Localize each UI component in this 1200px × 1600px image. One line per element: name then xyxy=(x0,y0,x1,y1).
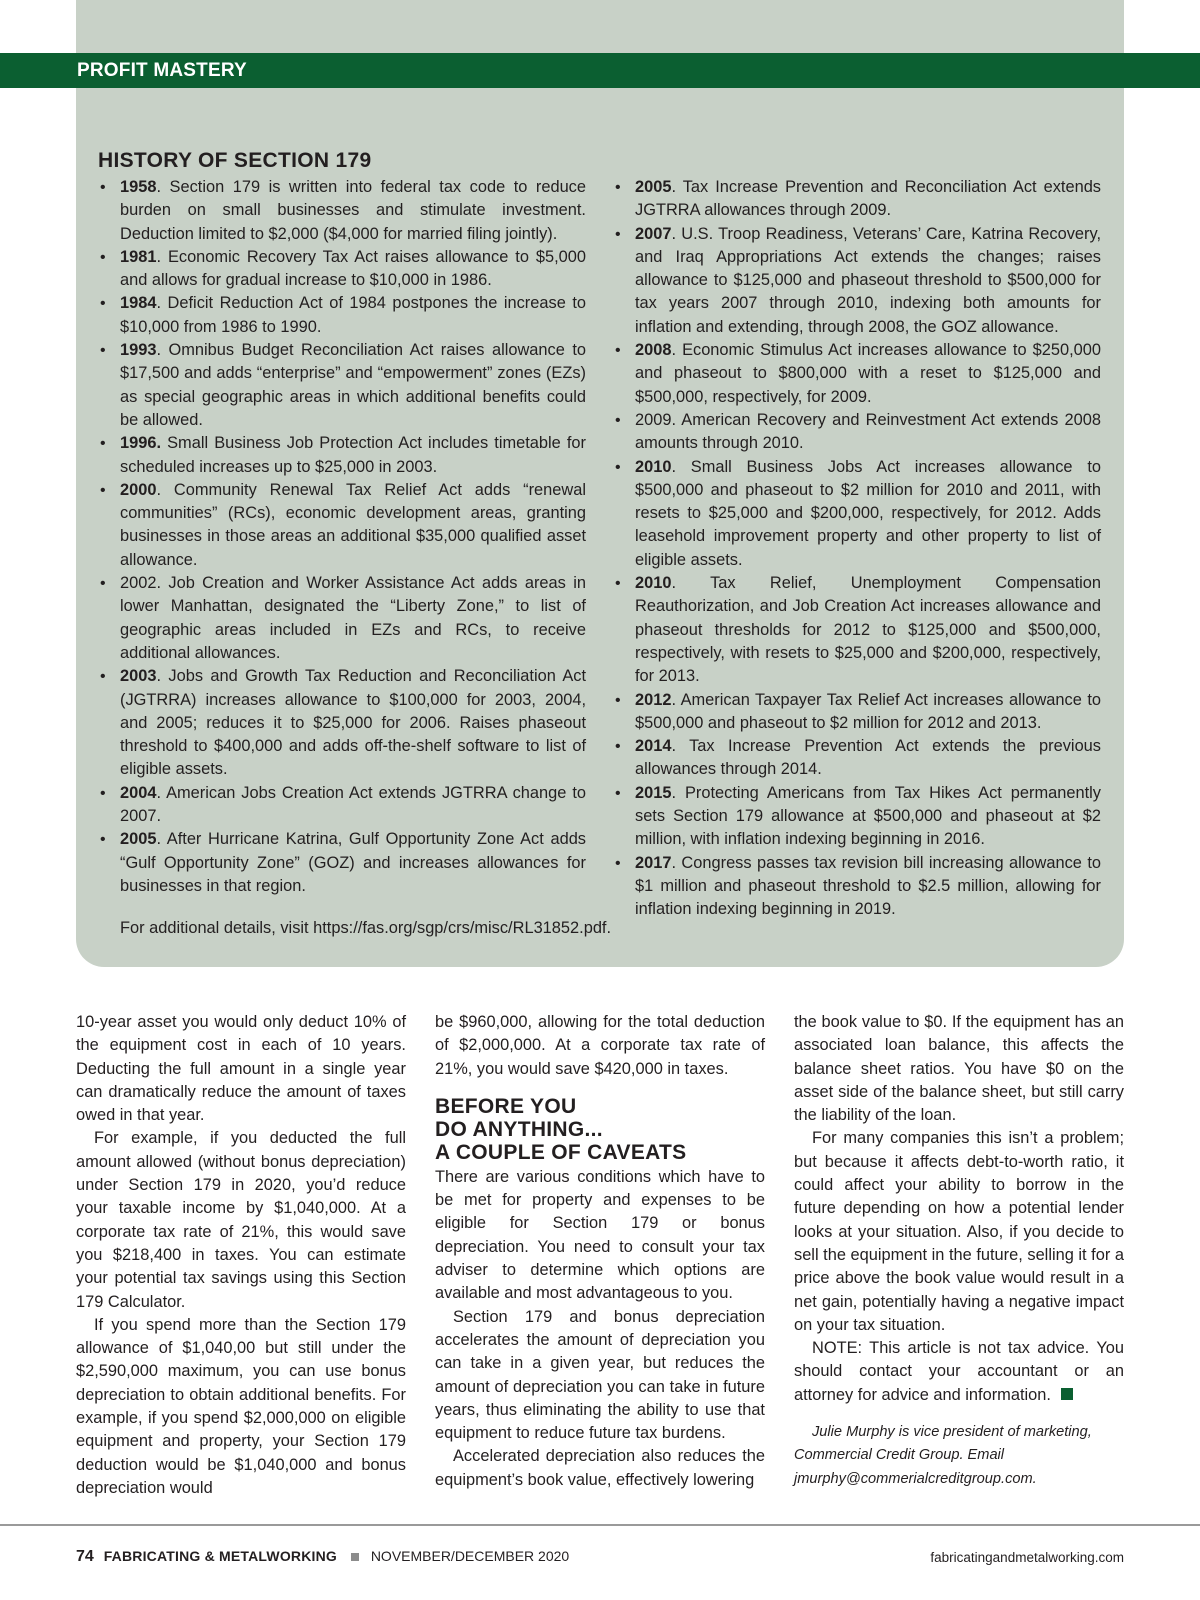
timeline-year: 2015 xyxy=(635,783,672,802)
article-paragraph: Accelerated depreciation also reduces the equipment’s book value, effectively lowering xyxy=(435,1447,765,1489)
timeline-item xyxy=(98,828,586,898)
timeline-item xyxy=(98,339,586,432)
footer-divider xyxy=(0,1524,1200,1526)
timeline-item xyxy=(98,292,586,339)
timeline-item xyxy=(613,223,1101,339)
timeline-year: 1996. xyxy=(120,434,162,453)
article-paragraph: 10-year asset you would only deduct 10% of the equipment cost in each of 10 years. Deducting the full amount in a single year can dramatically reduce the amount of taxes owed in that year. xyxy=(76,1013,406,1125)
timeline-year: 1981 xyxy=(120,247,157,266)
timeline-text: . Tax Increase Prevention and Reconciliation Act extends JGTRRA allowances through 2009. xyxy=(635,178,1101,220)
timeline-item xyxy=(613,339,1101,409)
sidebar-title: HISTORY OF SECTION 179 xyxy=(98,149,372,172)
timeline-text: . Economic Stimulus Act increases allowance to $250,000 and phaseout to $800,000 with a reset to $125,000 and $500,000, respectively, for 2009. xyxy=(635,341,1101,406)
timeline-year: 2008 xyxy=(635,341,672,360)
timeline-item xyxy=(613,689,1101,736)
article-paragraph: Section 179 and bonus depreciation accelerates the amount of depreciation you can take in a given year, but reduces the amount of depreciation you can take in future years, thus eliminating the ability to use that equipment to reduce future tax burdens. xyxy=(435,1307,765,1443)
timeline-text: . Small Business Jobs Act increases allowance to $500,000 and phaseout to $2 million for 2010 and 2011, with resets to $25,000 and $200,000, respectively, for 2012. Adds leasehold improvement property and other property to list of eligible assets. xyxy=(635,457,1101,569)
timeline-text: Small Business Job Protection Act includes timetable for scheduled increases up to $25,000 in 2003. xyxy=(120,434,586,476)
timeline-text: . Tax Increase Prevention Act extends the previous allowances through 2014. xyxy=(635,737,1101,779)
website-url: fabricatingandmetalworking.com xyxy=(930,1550,1124,1565)
timeline-item xyxy=(613,409,1101,456)
timeline-item xyxy=(98,479,586,572)
article-subheading xyxy=(435,1095,765,1164)
timeline-text: . Protecting Americans from Tax Hikes Act permanently sets Section 179 allowance at $500,000 and phaseout at $2 million, with inflation indexing beginning in 2016. xyxy=(635,783,1101,849)
section-header-bar xyxy=(0,53,1200,88)
article-paragraph-text: NOTE: This article is not tax advice. You should contact your accountant or an attorney for advice and information. xyxy=(794,1339,1124,1404)
timeline-text: . Jobs and Growth Tax Reduction and Reconciliation Act (JGTRRA) increases allowance to $100,000 for 2003, 2004, and 2005; reduces it to $25,000 for 2006. Raises phaseout threshold to $400,000 and adds off-the-shelf software to list of eligible assets. xyxy=(120,667,586,779)
timeline-year: 1958 xyxy=(120,178,157,196)
timeline-year: 2004 xyxy=(120,783,157,802)
article-paragraph: There are various conditions which have to be met for property and expenses to be eligible for Section 179 or bonus depreciation. You need to consult your tax adviser to determine which options are available and most advantageous to you. xyxy=(435,1167,765,1303)
timeline-year: 2005 xyxy=(120,830,157,849)
article-column-1 xyxy=(76,1011,406,1500)
timeline-year: 2010 xyxy=(635,457,672,476)
article-paragraph-final xyxy=(794,1337,1124,1407)
timeline-item xyxy=(613,176,1101,223)
article-paragraph: be $960,000, allowing for the total deduction of $2,000,000. At a corporate tax rate of 21%, you would save $420,000 in taxes. xyxy=(435,1013,765,1078)
timeline-text: . Section 179 is written into federal tax code to reduce burden on small businesses and stimulate investment. Deduction limited to $2,000 ($4,000 for married filing jointly). xyxy=(120,178,586,243)
timeline-item xyxy=(98,432,586,479)
timeline-year: 2007 xyxy=(635,224,672,243)
timeline-text: . Tax Relief, Unemployment Compensation Reauthorization, and Job Creation Act increases allowance and phaseout thresholds for 2012 to $125,000 and $500,000, respectively, with resets to $25,000 and $200,000, respectively, for 2013. xyxy=(635,574,1101,686)
page-number: 74 xyxy=(76,1548,94,1565)
section-label: PROFIT MASTERY xyxy=(77,60,247,81)
timeline-year: 2010 xyxy=(635,574,672,593)
timeline-item xyxy=(613,782,1101,852)
author-bio: Julie Murphy is vice president of marketing, Commercial Credit Group. Email jmurphy@commerialcreditgroup.com. xyxy=(794,1424,1092,1487)
timeline-item xyxy=(613,456,1101,572)
article-paragraph: For example, if you deducted the full amount allowed (without bonus depreciation) under Section 179 in 2020, you’d reduce your taxable income by $1,040,000. At a corporate tax rate of 21%, this would save you $218,400 in taxes. You can estimate your potential tax savings using this Section 179 Calculator. xyxy=(76,1129,406,1311)
publication-name: FABRICATING & METALWORKING xyxy=(103,1548,338,1564)
article-paragraph: If you spend more than the Section 179 allowance of $1,040,00 but still under the $2,590,000 maximum, you can use bonus depreciation to obtain additional benefits. For example, if you spend $2,000,000 on eligible equipment and property, your Section 179 deduction would be $1,040,000 and bonus depreciation would xyxy=(76,1315,406,1497)
timeline-text: 2009. American Recovery and Reinvestment Act extends 2008 amounts through 2010. xyxy=(635,410,1101,453)
timeline-year: 2000 xyxy=(120,480,157,499)
article-column-3 xyxy=(794,1011,1124,1491)
article-paragraph: For many companies this isn’t a problem; but because it affects debt-to-worth ratio, it could affect your ability to borrow in the future depending on how a potential lender looks at your situation. Also, if you decide to sell the equipment in the future, selling it for a price above the book value would result in a net gain, potentially having a negative impact on your tax situation. xyxy=(794,1129,1124,1334)
timeline-text: . Community Renewal Tax Relief Act adds “renewal communities” (RCs), economic development areas, granting businesses in those areas an additional $35,000 qualified asset allowance. xyxy=(120,480,586,569)
timeline-item xyxy=(98,572,586,665)
timeline-year: 2012 xyxy=(635,690,672,709)
timeline-year: 2003 xyxy=(120,667,157,686)
timeline-item xyxy=(613,735,1101,782)
end-of-article-square-icon xyxy=(1061,1388,1073,1400)
details-link-text: For additional details, visit https://fas.org/sgp/crs/misc/RL31852.pdf. xyxy=(120,919,612,937)
timeline-text: . After Hurricane Katrina, Gulf Opportunity Zone Act adds “Gulf Opportunity Zone” (GOZ) and increases allowances for businesses in that region. xyxy=(120,830,586,895)
timeline-text: 2002. Job Creation and Worker Assistance Act adds areas in lower Manhattan, designated the “Liberty Zone,” to list of geographic areas included in EZs and RCs, to receive additional allowances. xyxy=(120,574,586,662)
timeline-year: 2005 xyxy=(635,178,672,196)
timeline-item xyxy=(613,852,1101,922)
timeline-text: . Economic Recovery Tax Act raises allowance to $5,000 and allows for gradual increase to $10,000 in 1986. xyxy=(120,247,586,290)
timeline-text: . American Taxpayer Tax Relief Act increases allowance to $500,000 and phaseout to $2 million for 2012 and 2013. xyxy=(635,690,1101,732)
timeline-item xyxy=(98,782,586,829)
timeline-year: 1993 xyxy=(120,341,157,360)
issue-date: NOVEMBER/DECEMBER 2020 xyxy=(370,1548,570,1564)
timeline-item xyxy=(98,246,586,293)
subheading-line: DO ANYTHING... xyxy=(435,1117,603,1141)
article-column-2 xyxy=(435,1011,765,1492)
timeline-item xyxy=(98,665,586,781)
timeline-item xyxy=(98,176,586,246)
timeline-left-column xyxy=(98,176,586,898)
timeline-right-column xyxy=(613,176,1101,922)
timeline-text: . Omnibus Budget Reconciliation Act raises allowance to $17,500 and adds “enterprise” and “empowerment” zones (EZs) as special geographic areas in which additional benefits could be allowed. xyxy=(120,341,586,429)
subheading-line: BEFORE YOU xyxy=(435,1094,577,1118)
article-paragraph: the book value to $0. If the equipment has an associated loan balance, this affects the balance sheet ratios. You have $0 on the asset side of the balance sheet, but still carry the liability of the loan. xyxy=(794,1013,1124,1125)
timeline-text: . American Jobs Creation Act extends JGTRRA change to 2007. xyxy=(120,783,586,826)
page-footer xyxy=(76,1548,1124,1570)
timeline-year: 1984 xyxy=(120,294,157,313)
timeline-year: 2017 xyxy=(635,853,672,872)
subheading-line: A COUPLE OF CAVEATS xyxy=(435,1140,687,1164)
timeline-text: . Congress passes tax revision bill increasing allowance to $1 million and phaseout threshold to $2.5 million, allowing for inflation indexing beginning in 2019. xyxy=(635,853,1101,919)
timeline-item xyxy=(613,572,1101,688)
separator-square-icon xyxy=(351,1553,359,1561)
timeline-year: 2014 xyxy=(635,737,672,756)
timeline-text: . U.S. Troop Readiness, Veterans’ Care, Katrina Recovery, and Iraq Appropriations Act extends the changes; raises allowance to $125,000 and phaseout threshold to $500,000 for tax years 2007 through 2010, indexing both amounts for inflation and extending, through 2008, the GOZ allowance. xyxy=(635,224,1101,336)
timeline-text: . Deficit Reduction Act of 1984 postpones the increase to $10,000 from 1986 to 1990. xyxy=(120,294,586,336)
